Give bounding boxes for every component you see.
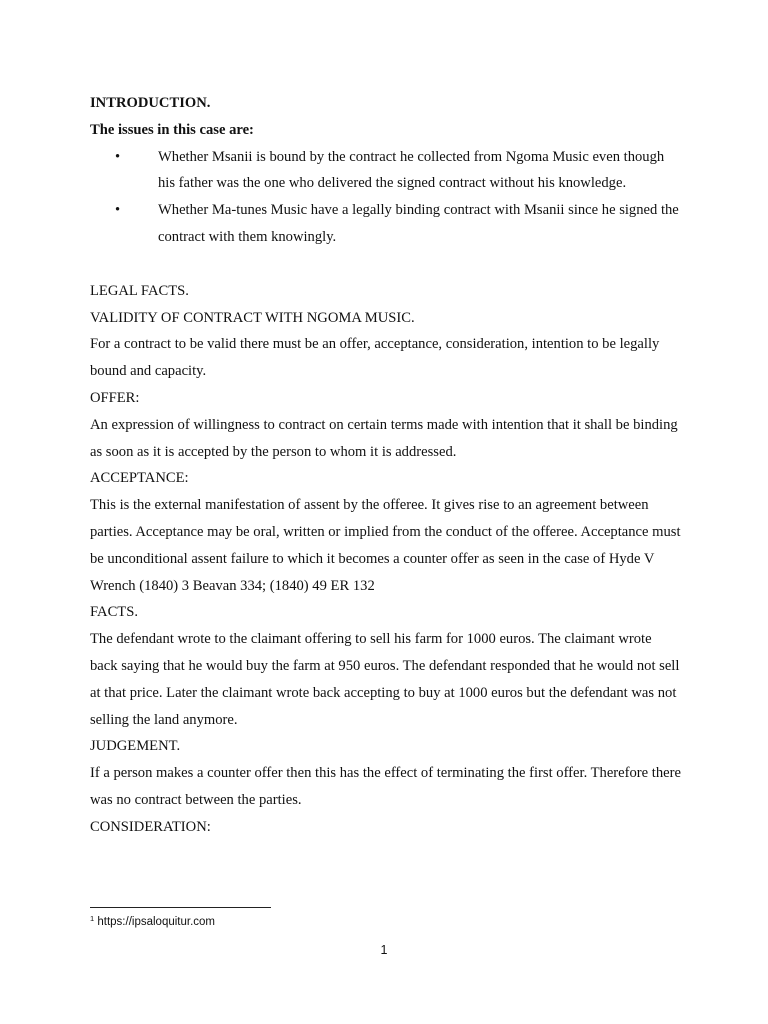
list-item <box>90 197 682 251</box>
footnote-link[interactable]: https://ipsaloquitur.com <box>97 916 215 928</box>
section-heading-consideration: CONSIDERATION: <box>90 818 211 835</box>
paragraph-spacer <box>90 251 682 278</box>
document-body <box>90 90 682 841</box>
judgement-paragraph: If a person makes a counter offer then this has the effect of terminating the first offer. Therefore there was no contract between the parties. <box>90 765 681 808</box>
acceptance-paragraph: This is the external manifestation of assent by the offeree. It gives rise to an agreement between parties. Acceptance may be oral, written or implied from the conduct of the offeree. Acceptance must be unconditional assent failure to which it becomes a counter offer as seen in the case of Hyde V Wrench (1840) 3 Beavan 334; (1840) 49 ER 132 <box>90 497 681 594</box>
bullet-icon: • <box>115 202 121 219</box>
footnote-separator <box>90 907 271 908</box>
section-heading-facts: FACTS. <box>90 604 138 621</box>
list-item-text: Whether Ma-tunes Music have a legally binding contract with Msanii since he signed the contract with them knowingly. <box>158 202 679 245</box>
bullet-icon: • <box>115 148 121 165</box>
footnote-marker: 1 <box>90 914 95 923</box>
section-heading-acceptance: ACCEPTANCE: <box>90 470 189 487</box>
section-heading-judgement: JUDGEMENT. <box>90 738 181 755</box>
facts-paragraph: The defendant wrote to the claimant offering to sell his farm for 1000 euros. The claimant wrote back saying that he would buy the farm at 950 euros. The defendant responded that he would not sell at that price. Later the claimant wrote back accepting to buy at 1000 euros but the defendant was not selling the land anymore. <box>90 631 680 728</box>
issues-heading: The issues in this case are: <box>90 121 254 138</box>
list-item <box>90 144 682 198</box>
section-heading-offer: OFFER: <box>90 389 140 406</box>
section-heading-validity: VALIDITY OF CONTRACT WITH NGOMA MUSIC. <box>90 309 415 326</box>
section-heading-introduction: INTRODUCTION. <box>90 95 211 111</box>
validity-paragraph: For a contract to be valid there must be an offer, acceptance, consideration, intention to be legally bound and capacity. <box>90 336 660 380</box>
page-number: 1 <box>380 943 388 957</box>
footnote <box>90 914 215 928</box>
section-heading-legal-facts: LEGAL FACTS. <box>90 282 189 299</box>
issues-list <box>90 144 682 251</box>
offer-paragraph: An expression of willingness to contract on certain terms made with intention that it shall be binding as soon as it is accepted by the person to whom it is addressed. <box>90 416 678 460</box>
list-item-text: Whether Msanii is bound by the contract he collected from Ngoma Music even though his father was the one who delivered the signed contract without his knowledge. <box>158 148 665 192</box>
